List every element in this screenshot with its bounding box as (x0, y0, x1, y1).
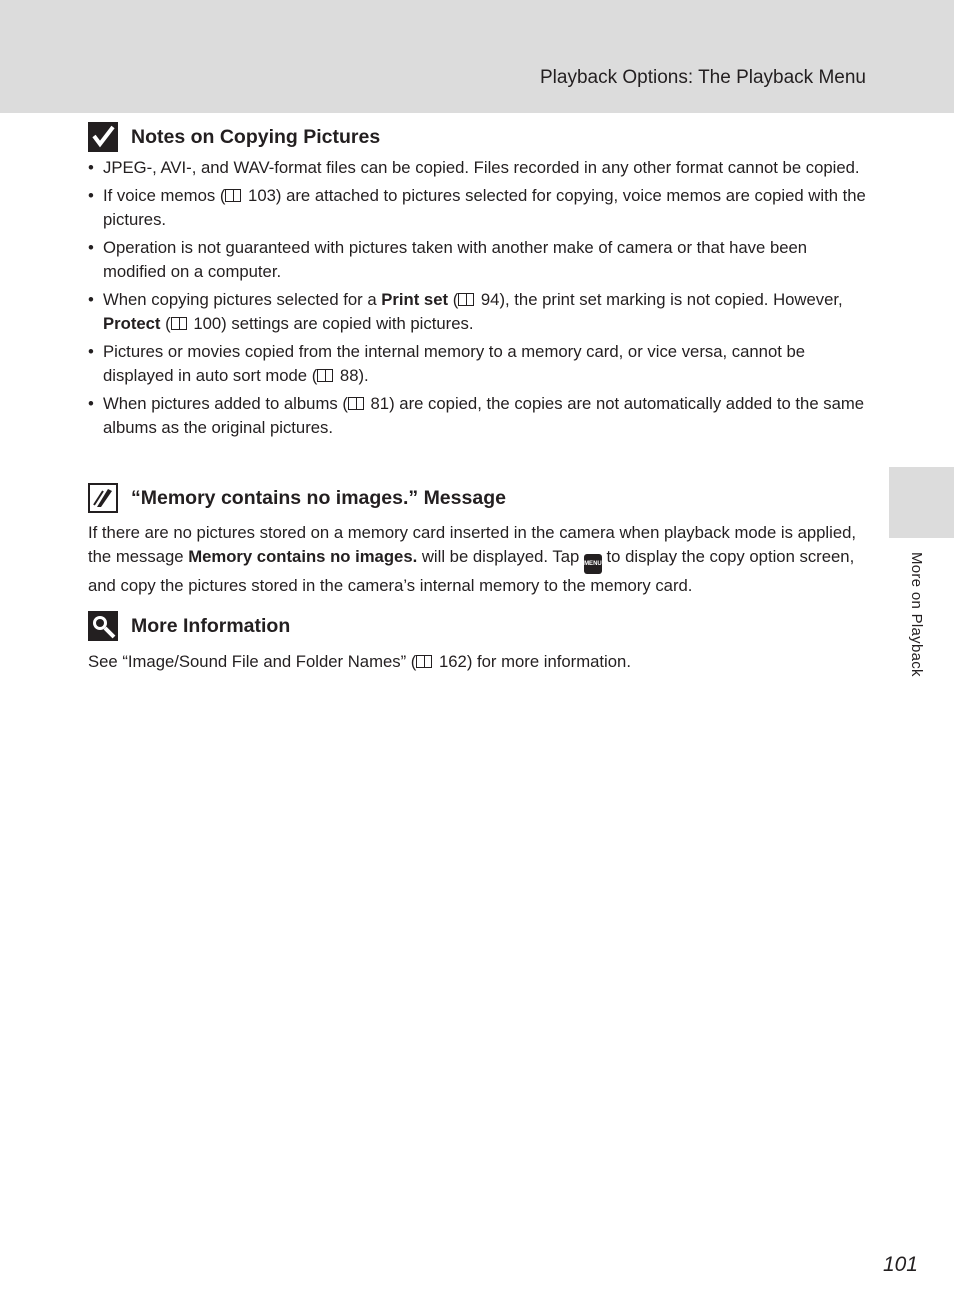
section-info-title: More Information (131, 614, 291, 637)
notes-list (88, 156, 868, 444)
list-item: • Pictures or movies copied from the internal memory to a memory card, or vice versa, cannot be displayed in auto sort mode ( 88). (88, 342, 806, 385)
book-reference-icon (348, 397, 364, 410)
side-tab (889, 467, 954, 538)
list-item: • When pictures added to albums ( 81) are copied, the copies are not automatically added to the same albums as the original pictures. (88, 394, 865, 437)
menu-button-icon: MENU (584, 554, 602, 574)
list-item: • If voice memos ( 103) are attached to pictures selected for copying, voice memos are copied with the pictures. (88, 186, 866, 229)
check-icon (88, 122, 118, 152)
info-paragraph: See “Image/Sound File and Folder Names” ( 162) for more information. (88, 652, 631, 671)
list-item: • Operation is not guaranteed with pictures taken with another make of camera or that have been modified on a computer. (88, 238, 808, 281)
side-tab-label: More on Playback (908, 552, 925, 677)
book-reference-icon (416, 655, 432, 668)
section-info-heading (88, 611, 290, 641)
pencil-note-icon (88, 483, 118, 513)
section-notes-heading (88, 122, 380, 152)
book-reference-icon (225, 189, 241, 202)
book-reference-icon (171, 317, 187, 330)
list-item: • JPEG-, AVI-, and WAV-format files can be copied. Files recorded in any other format cannot be copied. (88, 158, 860, 177)
header-title: Playback Options: The Playback Menu (540, 67, 866, 88)
book-reference-icon (317, 369, 333, 382)
section-notes-title: Notes on Copying Pictures (131, 125, 381, 148)
memory-paragraph: If there are no pictures stored on a memory card inserted in the camera when playback mode is applied, the message Memory contains no images. will be displayed. Tap MENU to display the copy option screen, and copy the pictures stored in the camera’s internal memory to the memory card. (88, 523, 857, 595)
section-memory-title: “Memory contains no images.” Message (131, 486, 506, 509)
section-memory-heading (88, 483, 506, 513)
book-reference-icon (458, 293, 474, 306)
page-header (0, 0, 954, 113)
magnifier-info-icon (88, 611, 118, 641)
list-item: • When copying pictures selected for a Print set ( 94), the print set marking is not copied. However, Protect ( 100) settings are copied with pictures. (88, 290, 843, 333)
page-number: 101 (882, 1253, 918, 1276)
